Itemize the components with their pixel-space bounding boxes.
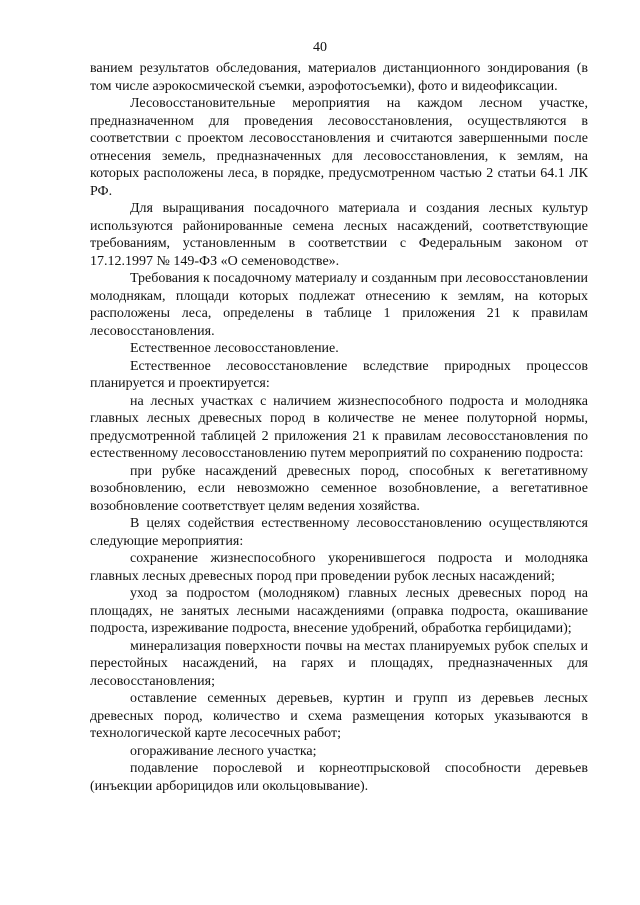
- paragraph: подавление порослевой и корнеотпрысковой способности деревьев (инъекции арборицидов или окольцовывание).: [90, 761, 588, 794]
- paragraph: Требования к посадочному материалу и созданным при лесовосстановлении молоднякам, площади которых подлежат отнесению к землям, на которых расположены леса, определены в таблице 1 приложения 21 к правилам лесовосстановления.: [90, 271, 588, 339]
- page-number: 40: [313, 40, 327, 55]
- paragraph: минерализация поверхности почвы на местах планируемых рубок спелых и перестойных насаждений, на гарях и площадях, предназначенных для лесовосстановления;: [90, 638, 588, 689]
- paragraph: огораживание лесного участка;: [130, 743, 317, 759]
- document-body: [90, 60, 588, 795]
- paragraph: ванием результатов обследования, материалов дистанционного зондирования (в том числе аэрокосмической съемки, аэрофотосъемки), фото и видеофиксации.: [90, 61, 588, 94]
- paragraph: Для выращивания посадочного материала и создания лесных культур используются районированные семена лесных насаждений, соответствующие требованиям, установленным в соответствии с Федеральным законом от 17.12.1997 № 149-ФЗ «О семеноводстве».: [90, 201, 588, 269]
- paragraph: уход за подростом (молодняком) главных лесных древесных пород на площадях, не занятых лесными насаждениями (оправка подроста, окашивание подроста, изреживание подроста, внесение удобрений, обработка гербицидами);: [90, 586, 588, 636]
- paragraph: Лесовосстановительные мероприятия на каждом лесном участке, предназначенном для проведения лесовосстановления, осуществляются в соответствии с проектом лесовосстановления и считаются завершенными после отнесения земель, предназначенных для лесовосстановления, к землям, на которых расположены леса, в порядке, предусмотренном частью 2 статьи 64.1 ЛК РФ.: [90, 96, 588, 199]
- paragraph: сохранение жизнеспособного укоренившегося подроста и молодняка главных лесных древесных пород при проведении рубок лесных насаждений;: [90, 551, 588, 584]
- paragraph: при рубке насаждений древесных пород, способных к вегетативному возобновлению, если невозможно семенное возобновление, а вегетативное возобновление соответствует целям ведения хозяйства.: [90, 463, 588, 514]
- paragraph: оставление семенных деревьев, куртин и групп из деревьев лесных древесных пород, количество и схема размещения которых указываются в технологической карте лесосечных работ;: [90, 691, 588, 741]
- paragraph: В целях содействия естественному лесовосстановлению осуществляются следующие мероприятия:: [90, 516, 588, 549]
- paragraph: на лесных участках с наличием жизнеспособного подроста и молодняка главных лесных древесных пород в количестве не менее полуторной нормы, предусмотренной таблицей 2 приложения 21 к правилам лесовосстановления по естественному лесовосстановлению путем мероприятий по сохранению подроста:: [90, 393, 588, 461]
- paragraph: Естественное лесовосстановление.: [130, 341, 339, 356]
- paragraph: Естественное лесовосстановление вследствие природных процессов планируется и проектируется:: [90, 358, 588, 391]
